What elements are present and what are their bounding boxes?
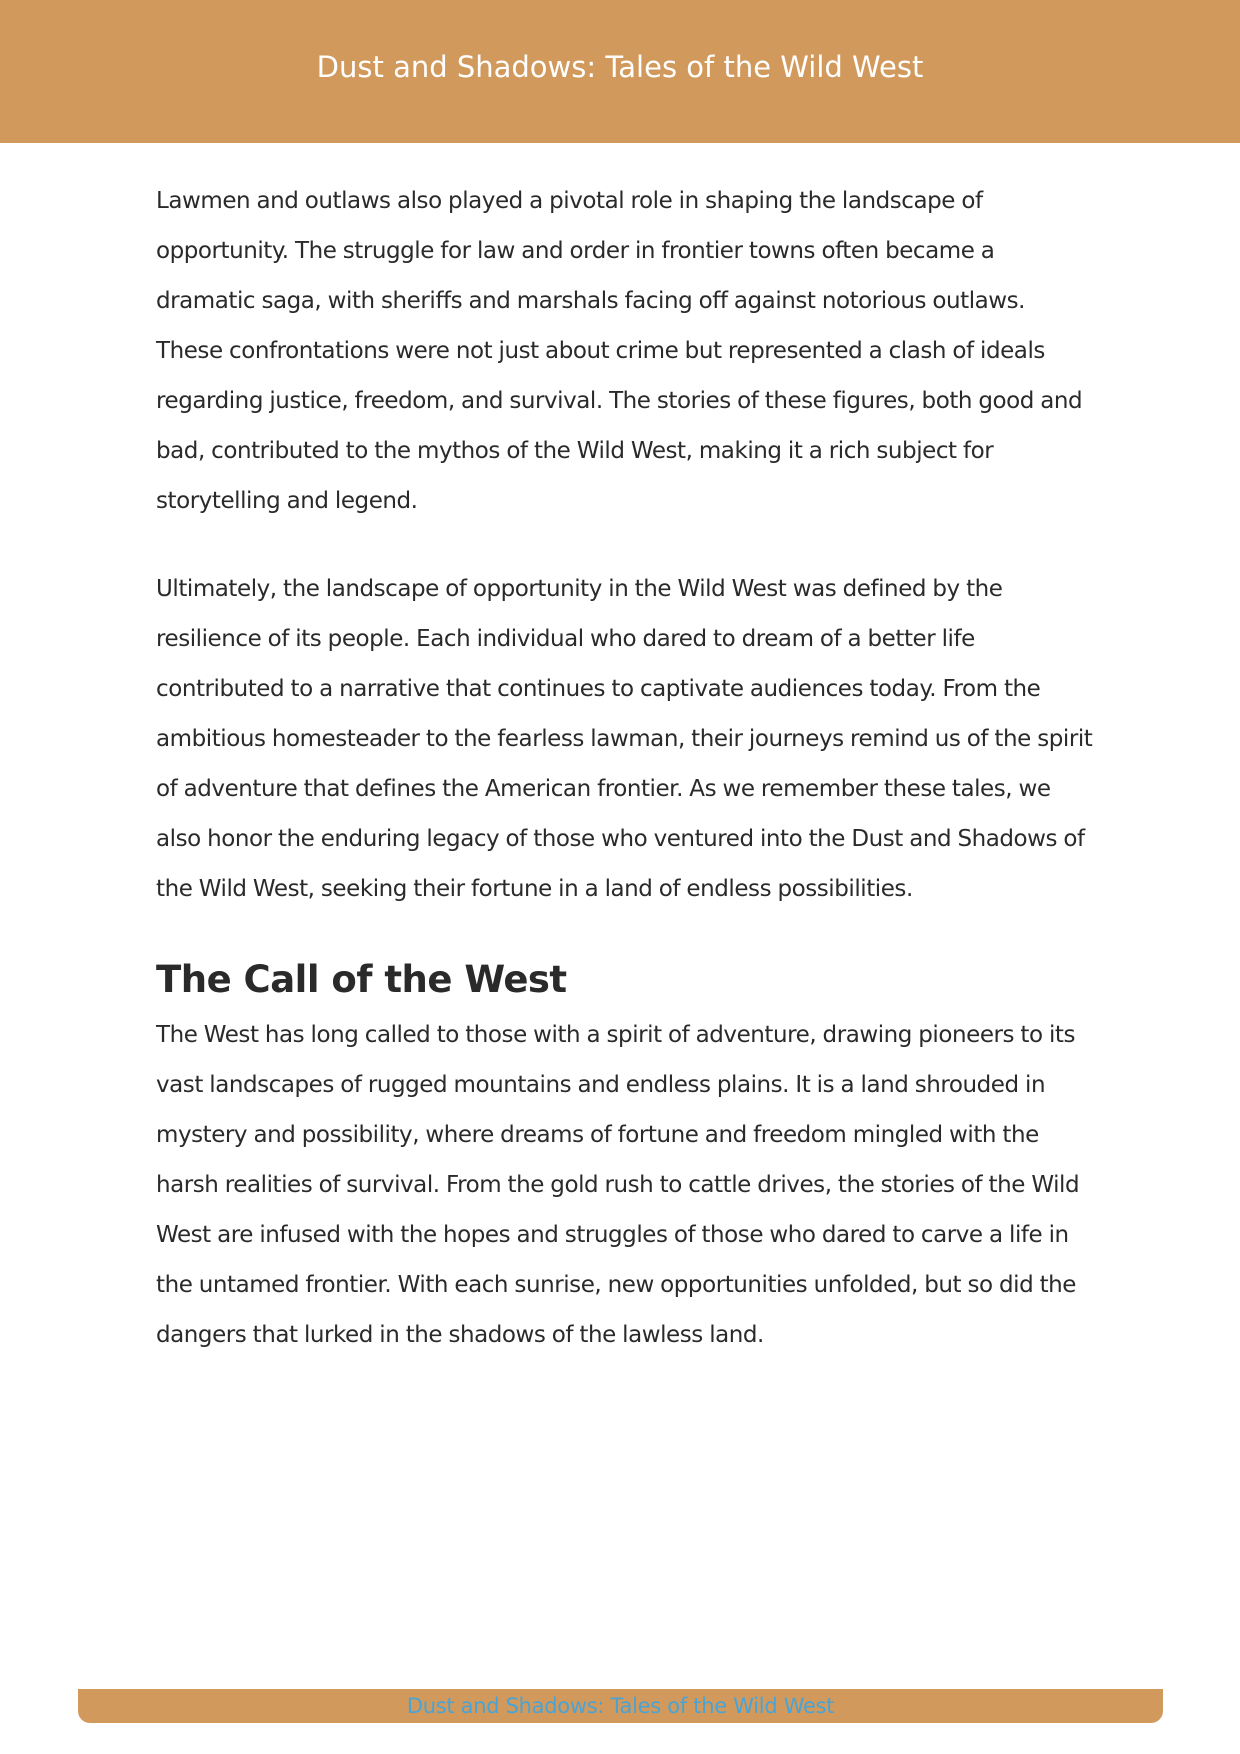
section-heading: The Call of the West [156, 958, 567, 1001]
body-paragraph-lawmen: Lawmen and outlaws also played a pivotal role in shaping the landscape of opportunity. The struggle for law and order in frontier towns often became a dramatic saga, with sheriffs and marshals facing off against notorious outlaws. These confrontations were not just about crime but represented a clash of ideals regarding justice, freedom, and survival. The stories of these figures, both good and bad, contributed to the mythos of the Wild West, making it a rich subject for storytelling and legend. [156, 188, 1083, 514]
footer-text: Dust and Shadows: Tales of the Wild West [406, 1694, 835, 1718]
document-body [156, 176, 1096, 1360]
section-paragraph: The West has long called to those with a spirit of adventure, drawing pioneers to its vast landscapes of rugged mountains and endless plains. It is a land shrouded in mystery and possibility, where dreams of fortune and freedom mingled with the harsh realities of survival. From the gold rush to cattle drives, the stories of the Wild West are infused with the hopes and struggles of those who dared to carve a life in the untamed frontier. With each sunrise, new opportunities unfolded, but so did the dangers that lurked in the shadows of the lawless land. [156, 1022, 1080, 1348]
header-title: Dust and Shadows: Tales of the Wild West [316, 50, 924, 84]
body-paragraph-ultimately: Ultimately, the landscape of opportunity in the Wild West was defined by the resilience of its people. Each individual who dared to dream of a better life contributed to a narrative that continues to captivate audiences today. From the ambitious homesteader to the fearless lawman, their journeys remind us of the spirit of adventure that defines the American frontier. As we remember these tales, we also honor the enduring legacy of those who ventured into the Dust and Shadows of the Wild West, seeking their fortune in a land of endless possibilities. [156, 576, 1093, 902]
page-header [0, 0, 1240, 143]
page-footer [78, 1689, 1163, 1723]
